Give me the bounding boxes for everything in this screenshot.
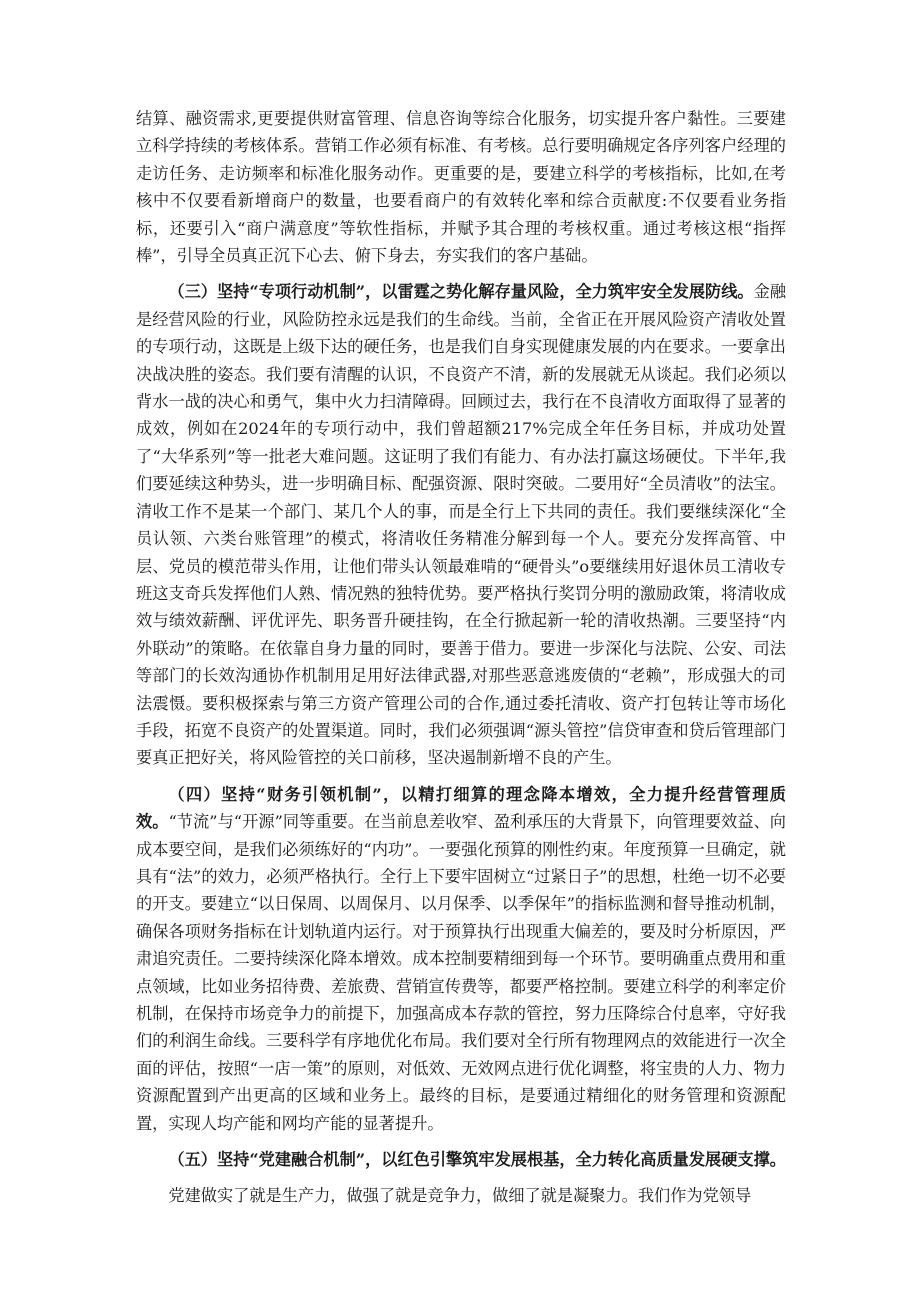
paragraph-finance-leading (136, 781, 786, 1137)
section-body-3: 金融是经营风险的行业，风险防控永远是我们的生命线。当前，全省正在开展风险资产清收处置的专项行动，这既是上级下达的硬任务，也是我们自身实现健康发展的内在要求。一要拿出决战决胜的姿态。我们要有清醒的认识，不良资产不清，新的发展就无从谈起。我们必须以背水一战的决心和勇气，集中火力扫清障碍。回顾过去，我行在不良清收方面取得了显著的成效，例如在2024年的专项行动中，我们曾超额217%完成全年任务目标，并成功处置了“大华系列”等一批老大难问题。这证明了我们有能力、有办法打赢这场硬仗。下半年,我们要延续这种势头，进一步明确目标、配强资源、限时突破。二要用好“全员清收”的法宝。清收工作不是某一个部门、某几个人的事，而是全行上下共同的责任。我们要继续深化“全员认领、六类台账管理”的模式，将清收任务精准分解到每一个人。要充分发挥高管、中层、党员的模范带头作用，让他们带头认领最难啃的“硬骨头”o要继续用好退休员工清收专班这支奇兵发挥他们人熟、情况熟的独特优势。要严格执行奖罚分明的激励政策，将清收成效与绩效薪酬、评优评先、职务晋升硬挂钩，在全行掀起新一轮的清收热潮。三要坚持“内外联动”的策略。在依靠自身力量的同时，要善于借力。要进一步深化与法院、公安、司法等部门的长效沟通协作机制用足用好法律武器,对那些恶意逃废债的“老赖”，形成强大的司法震慑。要积极探索与第三方资产管理公司的合作,通过委托清收、资产打包转让等市场化手段，拓宽不良资产的处置渠道。同时，我们必须强调“源头管控”信贷审查和贷后管理部门要真正把好关，将风险管控的关口前移，坚决遏制新增不良的产生。 (136, 282, 787, 768)
section-heading-3: （三）坚持“专项行动机制”，以雷霆之势化解存量风险，全力筑牢安全发展防线。 (168, 282, 754, 302)
document-page (136, 105, 786, 1210)
section-heading-4: （四）坚持“财务引领机制”，以精打细算的理念降本增效，全力提升经营管理质效。 (136, 784, 786, 832)
section-heading-5: （五）坚持“党建融合机制”，以红色引擎筑牢发展根基，全力转化高质量发展硬支撑。 (168, 1150, 786, 1170)
paragraph-special-action (136, 278, 786, 771)
paragraph-party-building: 党建做实了就是生产力，做强了就是竞争力，做细了就是凝聚力。我们作为党领导 (168, 1186, 752, 1206)
section-body-4: “节流”与“开源”同等重要。在当前息差收窄、盈利承压的大背景下，向管理要效益、向成本要空间，是我们必须练好的“内功”。一要强化预算的刚性约束。年度预算一旦确定，就具有“法”的效力，必须严格执行。全行上下要牢固树立“过紧日子”的思想，杜绝一切不必要的开支。要建立“以日保周、以周保月、以月保季、以季保年”的指标监测和督导推动机制，确保各项财务指标在计划轨道内运行。对于预算执行出现重大偏差的，要及时分析原因，严肃追究责任。二要持续深化降本增效。成本控制要精细到每一个环节。要明确重点费用和重点领域，比如业务招待费、差旅费、营销宣传费等，都要严格控制。要建立科学的利率定价机制，在保持市场竞争力的前提下，加强高成本存款的管控，努力压降综合付息率，守好我们的利润生命线。三要科学有序地优化布局。我们要对全行所有物理网点的效能进行一次全面的评估，按照“一店一策”的原则，对低效、无效网点进行优化调整，将宝贵的人力、物力资源配置到产出更高的区域和业务上。最终的目标，是要通过精细化的财务管理和资源配置，实现人均产能和网均产能的显著提升。 (136, 812, 786, 1133)
paragraph-customer-assessment: 结算、融资需求,更要提供财富管理、信息咨询等综合化服务，切实提升客户黏性。三要建立科学持续的考核体系。营销工作必须有标准、有考核。总行要明确规定各序列客户经理的走访任务、走访频率和标准化服务动作。更重要的是，要建立科学的考核指标，比如,在考核中不仅要看新增商户的数量，也要看商户的有效转化率和综合贡献度:不仅要看业务指标，还要引入“商户满意度”等软性指标，并赋予其合理的考核权重。通过考核这根“指挥棒”，引导全员真正沉下心去、俯下身去，夯实我们的客户基础。 (136, 109, 786, 266)
